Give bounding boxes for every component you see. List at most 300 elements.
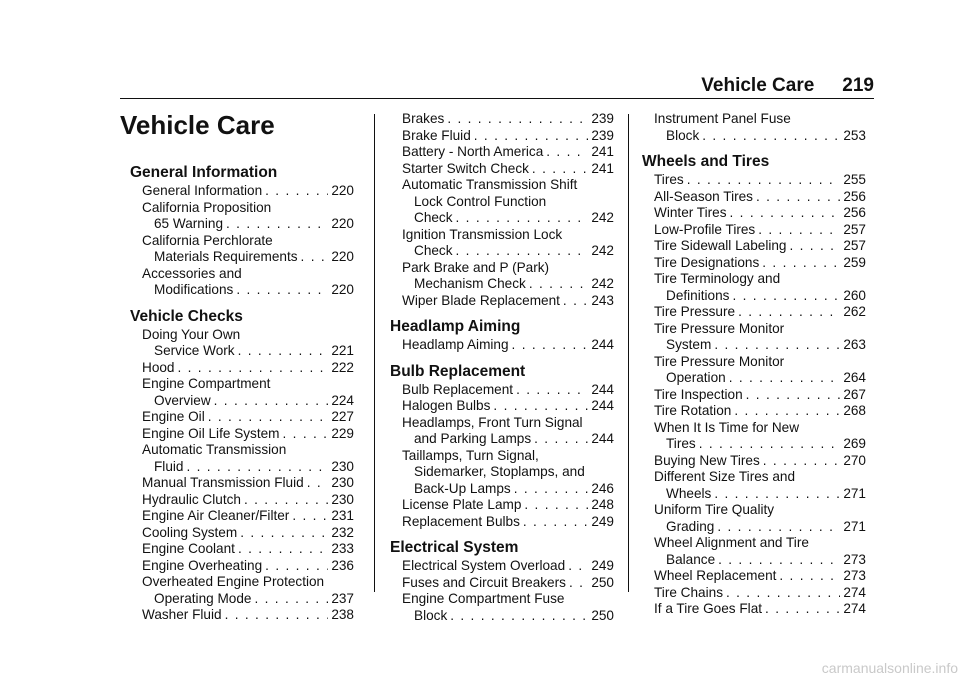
- toc-entry-line: [402, 161, 614, 178]
- toc-page-number: 263: [843, 337, 866, 352]
- toc-entry-title: Fluid: [154, 458, 184, 474]
- toc-entry[interactable]: [390, 575, 614, 592]
- toc-entry[interactable]: [390, 591, 614, 624]
- dot-leader: [730, 205, 841, 222]
- toc-entry-line: [142, 409, 354, 426]
- toc-page-number: 267: [843, 386, 866, 402]
- toc-page-number: 248: [591, 497, 614, 512]
- dot-leader: [238, 541, 328, 558]
- dot-leader: [265, 183, 328, 200]
- toc-page-number: 273: [843, 551, 866, 567]
- toc-entry-line: [142, 216, 354, 233]
- toc-entry-text: Tire Pressure Monitor: [654, 353, 785, 369]
- toc-entry-title: Tires: [666, 436, 696, 451]
- toc-entry[interactable]: [390, 227, 614, 260]
- toc-page-number: 269: [843, 436, 866, 451]
- toc-entry-title: Back-Up Lamps: [414, 480, 511, 496]
- toc-page-number: 243: [591, 292, 614, 308]
- toc-entry[interactable]: [130, 558, 354, 575]
- toc-page-number: 230: [331, 491, 354, 507]
- toc-entry[interactable]: [642, 172, 866, 189]
- dot-leader: [450, 608, 588, 625]
- toc-page-number: 242: [591, 243, 614, 258]
- toc-entry-text: Doing Your Own: [142, 326, 241, 342]
- toc-entry[interactable]: [642, 568, 866, 585]
- toc-page-number: 274: [843, 584, 866, 600]
- dot-leader: [208, 409, 329, 426]
- toc-entry-line: [142, 492, 354, 509]
- toc-entry[interactable]: [642, 321, 866, 354]
- toc-entry[interactable]: [642, 205, 866, 222]
- toc-entry[interactable]: [642, 304, 866, 321]
- toc-entry-title: License Plate Lamp: [402, 497, 522, 512]
- toc-entry-title: Check: [414, 243, 453, 258]
- dot-leader: [717, 519, 840, 536]
- toc-entry[interactable]: [130, 442, 354, 475]
- toc-entry[interactable]: [130, 200, 354, 233]
- toc-entry-line: [654, 486, 866, 503]
- toc-entry-line: [142, 508, 354, 525]
- toc-entry-line: [654, 453, 866, 470]
- section-heading: Electrical System: [390, 539, 519, 556]
- toc-page-number: 221: [331, 343, 354, 358]
- toc-entry-line: [402, 128, 614, 145]
- toc-entry-title: Tire Pressure: [654, 304, 736, 319]
- toc-entry[interactable]: [390, 111, 614, 128]
- toc-entry[interactable]: [130, 327, 354, 360]
- toc-entry[interactable]: [390, 415, 614, 448]
- toc-entry-title: Starter Switch Check: [402, 160, 529, 176]
- toc-entry-text: Engine Compartment Fuse: [402, 591, 565, 606]
- toc-entry-title: Low-Profile Tires: [654, 221, 756, 237]
- toc-page-number: 250: [591, 607, 614, 623]
- toc-entry-title: Block: [414, 607, 448, 623]
- toc-page-number: 237: [331, 590, 354, 606]
- dot-leader: [301, 249, 329, 266]
- toc-entry-line: [142, 249, 354, 266]
- dot-leader: [523, 514, 588, 531]
- toc-entry[interactable]: [390, 337, 614, 354]
- toc-entry-line: [654, 128, 866, 145]
- toc-entry[interactable]: [642, 453, 866, 470]
- toc-entry-line: [142, 426, 354, 443]
- toc-page-number: 244: [591, 431, 614, 446]
- toc-entry-title: System: [666, 337, 712, 352]
- watermark-text: carmanualsonline.info: [821, 660, 958, 676]
- toc-page-number: 244: [591, 337, 614, 352]
- toc-entry[interactable]: [390, 293, 614, 310]
- toc-entry-text: California Proposition: [142, 199, 272, 215]
- toc-entry[interactable]: [642, 271, 866, 304]
- toc-entry-title: Electrical System Overload: [402, 558, 566, 573]
- toc-entry-text: Park Brake and P (Park): [402, 259, 550, 275]
- toc-entry[interactable]: [642, 535, 866, 568]
- dot-leader: [718, 552, 840, 569]
- toc-entry-text: Ignition Transmission Lock: [402, 226, 563, 242]
- toc-entry[interactable]: [390, 514, 614, 531]
- toc-entry-text: Automatic Transmission: [142, 442, 287, 457]
- dot-leader: [283, 426, 329, 443]
- toc-entry-title: Manual Transmission Fluid: [142, 475, 304, 490]
- dot-leader: [732, 288, 840, 305]
- toc-entry[interactable]: [130, 376, 354, 409]
- toc-entry-line: [402, 337, 614, 354]
- toc-page-number: 244: [591, 398, 614, 413]
- section-heading: General Information: [130, 164, 278, 181]
- toc-entry[interactable]: [130, 409, 354, 426]
- toc-entry-text: Automatic Transmission Shift: [402, 177, 578, 192]
- toc-page-number: 257: [843, 221, 866, 237]
- header-page-number: 219: [842, 75, 874, 96]
- toc-entry-title: Battery - North America: [402, 144, 544, 159]
- toc-page-number: 227: [331, 409, 354, 424]
- toc-page-number: 271: [843, 518, 866, 534]
- dot-leader: [756, 189, 840, 206]
- toc-page-number: 220: [331, 282, 354, 297]
- section-heading: Wheels and Tires: [642, 153, 770, 170]
- toc-entry-line: [654, 288, 866, 305]
- dot-leader: [687, 172, 841, 189]
- toc-entry-line: [654, 222, 866, 239]
- dot-leader: [292, 508, 328, 525]
- toc-entry-line: [654, 552, 866, 569]
- toc-entry-line: [142, 393, 354, 410]
- toc-entry[interactable]: [390, 128, 614, 145]
- toc-page-number: 222: [331, 359, 354, 375]
- toc-entry-line: [654, 370, 866, 387]
- toc-page-number: 271: [843, 485, 866, 501]
- toc-entry-title: Grading: [666, 518, 715, 534]
- toc-entry[interactable]: [130, 492, 354, 509]
- toc-entry-title: Service Work: [154, 343, 235, 358]
- dot-leader: [214, 393, 329, 410]
- toc-page-number: 224: [331, 392, 354, 408]
- toc-entry-title: Fuses and Circuit Breakers: [402, 574, 566, 590]
- toc-page-number: 231: [331, 508, 354, 523]
- dot-leader: [512, 337, 589, 354]
- toc-entry-title: 65 Warning: [154, 216, 224, 231]
- toc-entry-line: [402, 575, 614, 592]
- toc-entry-title: Operation: [666, 370, 726, 385]
- toc-page-number: 241: [591, 144, 614, 159]
- toc-entry-line: [654, 436, 866, 453]
- toc-entry-line: [402, 293, 614, 310]
- dot-leader: [729, 370, 841, 387]
- toc-entry[interactable]: [642, 238, 866, 255]
- toc-entry[interactable]: [642, 420, 866, 453]
- toc-entry-line: [142, 183, 354, 200]
- dot-leader: [765, 601, 840, 618]
- toc-page-number: 244: [591, 381, 614, 397]
- toc-entry-title: Engine Overheating: [142, 557, 263, 573]
- dot-leader: [238, 343, 329, 360]
- toc-page-number: 242: [591, 210, 614, 225]
- toc-entry[interactable]: [642, 387, 866, 404]
- toc-entry[interactable]: [642, 111, 866, 144]
- toc-entry-title: Washer Fluid: [142, 607, 222, 622]
- toc-entry[interactable]: [130, 574, 354, 607]
- toc-entry[interactable]: [390, 382, 614, 399]
- toc-page-number: 220: [331, 183, 354, 198]
- toc-entry-title: Brake Fluid: [402, 127, 471, 143]
- dot-leader: [514, 481, 589, 498]
- toc-entry-line: [654, 304, 866, 321]
- dot-leader: [447, 111, 588, 128]
- dot-leader: [225, 607, 329, 624]
- toc-entry-text: Uniform Tire Quality: [654, 502, 775, 517]
- toc-entry-line: [142, 282, 354, 299]
- dot-leader: [714, 486, 840, 503]
- toc-page-number: 230: [331, 458, 354, 474]
- toc-entry-title: Tire Rotation: [654, 403, 732, 418]
- toc-entry-line: [142, 360, 354, 377]
- toc-entry-line: [654, 172, 866, 189]
- toc-entry-title: and Parking Lamps: [414, 431, 532, 446]
- toc-entry-title: Engine Oil Life System: [142, 425, 280, 441]
- toc-entry-line: [654, 601, 866, 618]
- toc-entry[interactable]: [642, 255, 866, 272]
- toc-entry-title: Cooling System: [142, 524, 238, 540]
- toc-entry[interactable]: [390, 144, 614, 161]
- dot-leader: [529, 276, 589, 293]
- dot-leader: [762, 255, 840, 272]
- toc-entry-title: Winter Tires: [654, 205, 727, 220]
- toc-page-number: 257: [843, 238, 866, 253]
- header-section-title: Vehicle Care: [701, 75, 815, 96]
- toc-entry[interactable]: [130, 475, 354, 492]
- dot-leader: [546, 144, 588, 161]
- toc-entry-line: [654, 568, 866, 585]
- section-heading: Headlamp Aiming: [390, 318, 521, 335]
- toc-page-number: 260: [843, 287, 866, 303]
- toc-entry[interactable]: [642, 585, 866, 602]
- toc-page-number: 233: [331, 541, 354, 556]
- toc-entry-line: [402, 497, 614, 514]
- dot-leader: [734, 403, 840, 420]
- toc-entry[interactable]: [390, 260, 614, 293]
- toc-entry-title: All-Season Tires: [654, 188, 753, 204]
- toc-entry-line: [654, 387, 866, 404]
- section-heading: Vehicle Checks: [130, 307, 243, 325]
- dot-leader: [699, 436, 841, 453]
- toc-entry-title: Wheels: [666, 485, 712, 501]
- toc-entry-line: [402, 144, 614, 161]
- dot-leader: [186, 459, 328, 476]
- toc-entry-line: [402, 276, 614, 293]
- toc-entry-text: Headlamps, Front Turn Signal: [402, 414, 583, 430]
- toc-entry-line: [142, 591, 354, 608]
- toc-page-number: 230: [331, 475, 354, 490]
- dot-leader: [568, 558, 588, 575]
- toc-entry-line: [402, 398, 614, 415]
- toc-entry-title: Hydraulic Clutch: [142, 491, 241, 507]
- toc-entry-line: [402, 514, 614, 531]
- toc-page-number: 250: [591, 574, 614, 590]
- toc-entry-title: Check: [414, 210, 453, 225]
- toc-entry-line: [402, 382, 614, 399]
- toc-entry-title: Buying New Tires: [654, 452, 760, 468]
- toc-entry-title: Tires: [654, 172, 684, 187]
- toc-entry[interactable]: [642, 189, 866, 206]
- dot-leader: [726, 585, 840, 602]
- toc-column-3: [642, 111, 866, 618]
- dot-leader: [456, 243, 589, 260]
- dot-leader: [779, 568, 840, 585]
- dot-leader: [516, 382, 588, 399]
- toc-entry-line: [142, 459, 354, 476]
- toc-entry-text: Overheated Engine Protection: [142, 574, 325, 589]
- toc-entry-line: [142, 343, 354, 360]
- running-header: [0, 74, 874, 98]
- dot-leader: [307, 475, 329, 492]
- toc-page-number: 273: [843, 568, 866, 583]
- toc-entry-title: Balance: [666, 551, 716, 567]
- toc-entry-title: Operating Mode: [154, 590, 252, 606]
- toc-entry-title: Halogen Bulbs: [402, 398, 491, 413]
- toc-entry-text: Sidemarker, Stoplamps, and: [414, 464, 585, 479]
- toc-page-number: 241: [591, 160, 614, 176]
- toc-entry[interactable]: [130, 426, 354, 443]
- toc-entry-title: Mechanism Check: [414, 276, 526, 291]
- dot-leader: [746, 387, 841, 404]
- column-divider-2: [628, 114, 629, 592]
- toc-page-number: 274: [843, 601, 866, 616]
- toc-entry-title: Engine Oil: [142, 409, 205, 424]
- toc-entry-line: [402, 558, 614, 575]
- dot-leader: [758, 222, 840, 239]
- toc-entry-line: [402, 431, 614, 448]
- dot-leader: [763, 453, 841, 470]
- toc-entry[interactable]: [390, 177, 614, 227]
- dot-leader: [534, 431, 588, 448]
- toc-page-number: 242: [591, 276, 614, 291]
- section-heading: Bulb Replacement: [390, 362, 526, 380]
- toc-page-number: 259: [843, 254, 866, 270]
- toc-entry-title: Tire Sidewall Labeling: [654, 238, 787, 253]
- dot-leader: [524, 497, 588, 514]
- toc-entry[interactable]: [130, 607, 354, 624]
- dot-leader: [240, 525, 328, 542]
- toc-entry[interactable]: [390, 161, 614, 178]
- dot-leader: [569, 575, 588, 592]
- toc-entry[interactable]: [130, 525, 354, 542]
- toc-entry-title: Bulb Replacement: [402, 381, 514, 397]
- toc-entry[interactable]: [642, 222, 866, 239]
- dot-leader: [493, 398, 588, 415]
- toc-page-number: 270: [843, 452, 866, 468]
- dot-leader: [456, 210, 589, 227]
- toc-column-1: [130, 164, 354, 624]
- toc-entry-title: Headlamp Aiming: [402, 337, 509, 352]
- toc-entry[interactable]: [642, 403, 866, 420]
- toc-entry-title: Engine Coolant: [142, 541, 235, 556]
- toc-entry[interactable]: [390, 448, 614, 498]
- toc-page-number: 239: [591, 111, 614, 126]
- toc-entry-text: Accessories and: [142, 265, 242, 281]
- toc-entry-line: [654, 238, 866, 255]
- toc-page-number: 249: [591, 558, 614, 573]
- toc-entry[interactable]: [130, 183, 354, 200]
- toc-entry-line: [142, 525, 354, 542]
- toc-entry-line: [654, 585, 866, 602]
- toc-entry-line: [142, 607, 354, 624]
- toc-entry-line: [654, 337, 866, 354]
- toc-entry-text: Wheel Alignment and Tire: [654, 535, 809, 550]
- dot-leader: [702, 128, 840, 145]
- toc-entry[interactable]: [130, 508, 354, 525]
- toc-entry-title: Wheel Replacement: [654, 568, 777, 583]
- toc-entry-text: Tire Pressure Monitor: [654, 320, 785, 336]
- toc-entry-text: Taillamps, Turn Signal,: [402, 447, 539, 463]
- toc-entry-text: Tire Terminology and: [654, 271, 781, 286]
- toc-page-number: 255: [843, 172, 866, 187]
- toc-page-number: 253: [843, 127, 866, 143]
- toc-page-number: 239: [591, 127, 614, 143]
- toc-entry-title: General Information: [142, 183, 263, 198]
- dot-leader: [714, 337, 840, 354]
- toc-entry[interactable]: [390, 398, 614, 415]
- toc-entry-title: Modifications: [154, 282, 234, 297]
- toc-entry-text: Engine Compartment: [142, 376, 271, 391]
- toc-entry-line: [142, 475, 354, 492]
- toc-entry-text: Different Size Tires and: [654, 469, 796, 484]
- toc-entry[interactable]: [642, 354, 866, 387]
- toc-entry[interactable]: [642, 469, 866, 502]
- dot-leader: [474, 128, 589, 145]
- toc-entry-text: Instrument Panel Fuse: [654, 111, 791, 126]
- toc-entry[interactable]: [390, 497, 614, 514]
- toc-entry-title: Definitions: [666, 287, 730, 303]
- toc-page-number: 264: [843, 370, 866, 385]
- toc-entry[interactable]: [130, 541, 354, 558]
- toc-entry-title: Materials Requirements: [154, 249, 298, 264]
- toc-page-number: 246: [591, 480, 614, 496]
- toc-entry-line: [402, 481, 614, 498]
- header-rule: [120, 98, 874, 99]
- toc-entry-title: Tire Inspection: [654, 386, 743, 402]
- toc-entry-title: Tire Designations: [654, 254, 760, 270]
- toc-page-number: 249: [591, 513, 614, 529]
- dot-leader: [254, 591, 328, 608]
- toc-entry[interactable]: [390, 558, 614, 575]
- toc-entry[interactable]: [642, 601, 866, 618]
- toc-page-number: 262: [843, 304, 866, 319]
- toc-page-number: 220: [331, 216, 354, 231]
- toc-entry-title: Overview: [154, 392, 211, 408]
- toc-entry[interactable]: [130, 266, 354, 299]
- toc-entry-line: [142, 558, 354, 575]
- toc-entry-line: [402, 243, 614, 260]
- toc-entry[interactable]: [130, 233, 354, 266]
- toc-entry-title: If a Tire Goes Flat: [654, 601, 763, 616]
- toc-entry-line: [654, 519, 866, 536]
- toc-entry-line: [142, 541, 354, 558]
- toc-page-number: 236: [331, 557, 354, 573]
- toc-entry-text: When It Is Time for New: [654, 419, 800, 435]
- toc-entry[interactable]: [130, 360, 354, 377]
- toc-entry-title: Engine Air Cleaner/Filter: [142, 508, 290, 523]
- toc-entry-line: [654, 255, 866, 272]
- toc-entry[interactable]: [642, 502, 866, 535]
- chapter-title: Vehicle Care: [120, 110, 275, 140]
- dot-leader: [563, 293, 588, 310]
- toc-entry-line: [402, 111, 614, 128]
- toc-entry-title: Wiper Blade Replacement: [402, 292, 560, 308]
- toc-entry-line: [654, 403, 866, 420]
- toc-entry-line: [402, 608, 614, 625]
- column-divider-1: [374, 114, 375, 592]
- dot-leader: [532, 161, 588, 178]
